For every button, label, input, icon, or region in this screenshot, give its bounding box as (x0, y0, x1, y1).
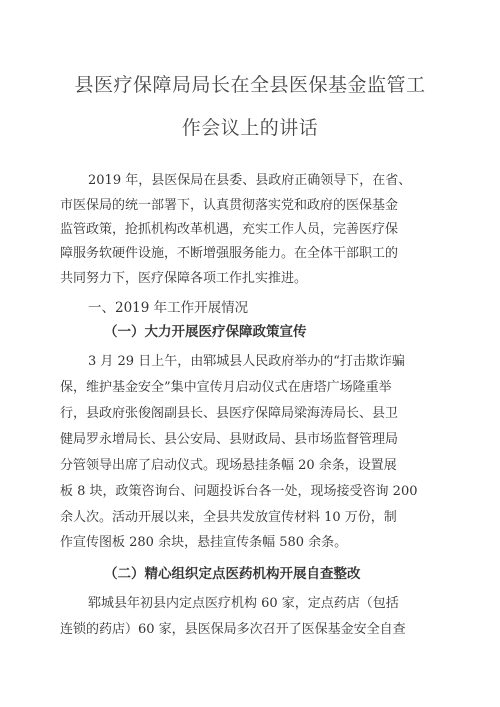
intro-line-1: 2019 年，县医保局在县委、县政府正确领导下，在省、 (88, 173, 412, 188)
sub1-line-2: 保，维护基金安全”集中宣传月启动仪式在唐塔广场隆重举 (60, 380, 392, 395)
sub2-line-2: 连锁的药店）60 家，县医保局多次召开了医保基金安全自查 (60, 622, 406, 637)
document-title-line-2: 作会议上的讲话 (181, 117, 319, 139)
intro-line-5: 共同努力下，医疗保障各项工作扎实推进。 (60, 271, 308, 286)
subsection-heading-2: （二）精心组织定点医药机构开展自查整改 (104, 566, 361, 582)
intro-line-4: 障服务软硬件设施，不断增强服务能力。在全体干部职工的 (60, 246, 399, 261)
subsection-heading-1: （一）大力开展医疗保障政策宣传 (104, 324, 307, 340)
sub1-line-3: 行，县政府张俊阁副县长、县医疗保障局梁海涛局长、县卫 (60, 406, 399, 421)
intro-line-2: 市医保局的统一部署下，认真贯彻落实党和政府的医保基金 (60, 198, 399, 213)
sub2-line-1: 郓城县年初县内定点医疗机构 60 家，定点药店（包括 (88, 596, 399, 611)
section-heading-1: 一、2019 年工作开展情况 (88, 300, 249, 316)
document-title-line-1: 县医疗保障局局长在全县医保基金监管工 (74, 74, 426, 96)
sub1-line-5: 分管领导出席了启动仪式。现场悬挂条幅 20 余条，设置展 (60, 458, 397, 473)
sub1-line-6: 板 8 块，政策咨询台、问题投诉台各一处，现场接受咨询 200 (60, 484, 418, 499)
sub1-line-4: 健局罗永增局长、县公安局、县财政局、县市场监督管理局 (60, 432, 399, 447)
sub1-line-1: 3 月 29 日上午，由郓城县人民政府举办的“打击欺诈骗 (88, 354, 405, 369)
sub1-line-7: 余人次。活动开展以来，全县共发放宣传材料 10 万份，制 (60, 510, 397, 525)
intro-line-3: 监管政策，抢抓机构改革机遇，充实工作人员，完善医疗保 (60, 222, 399, 237)
sub1-line-8: 作宣传图板 280 余块，悬挂宣传条幅 580 余条。 (60, 535, 348, 550)
